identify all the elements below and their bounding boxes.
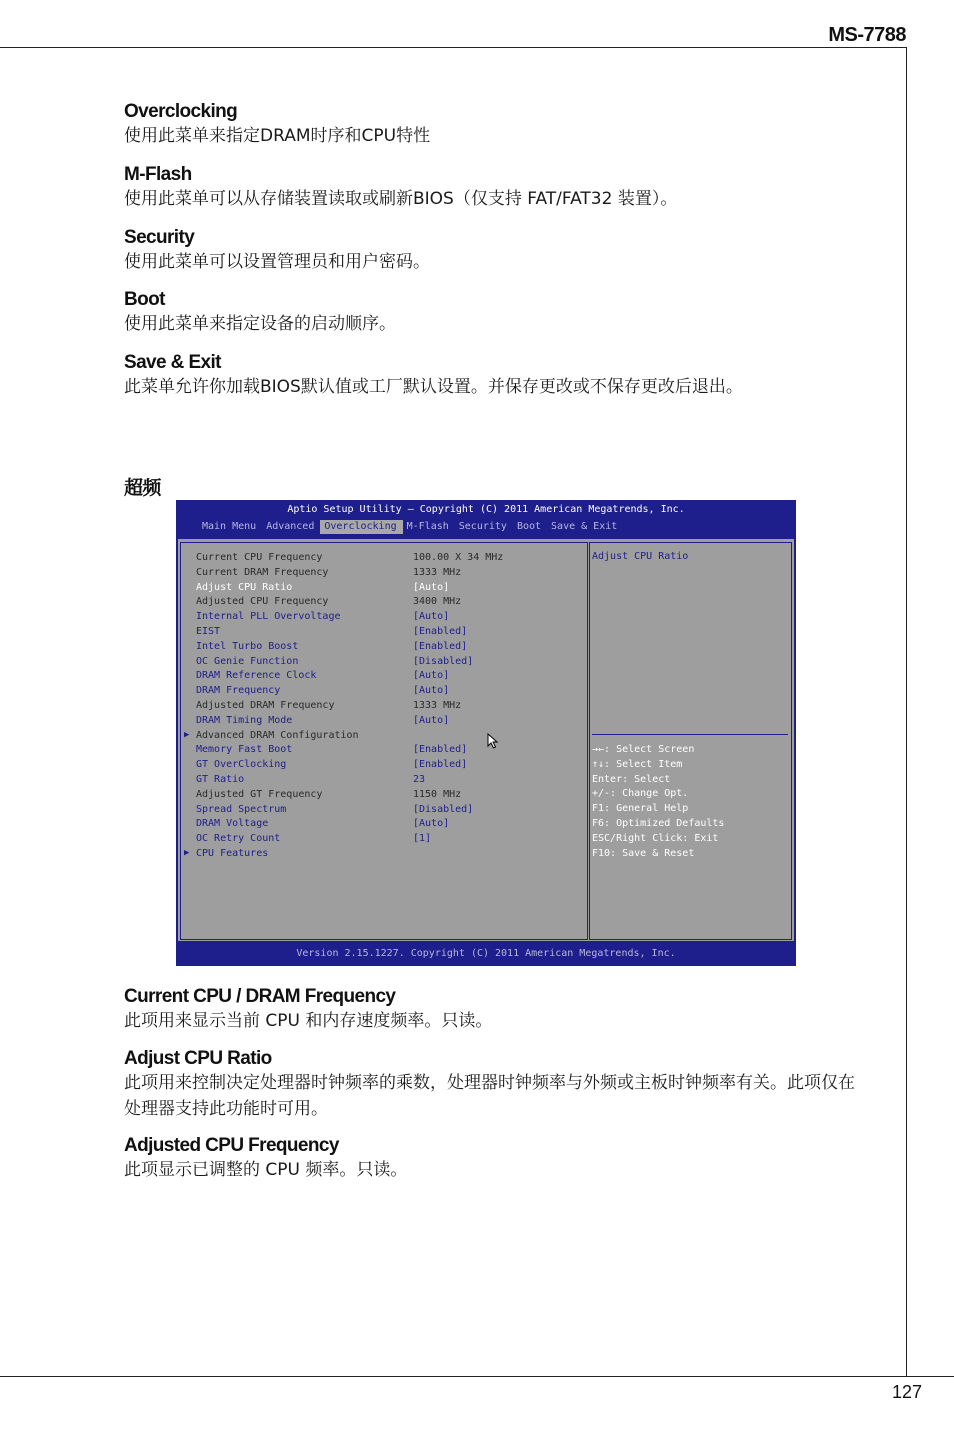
bios-setting-row[interactable]	[181, 848, 585, 863]
section-body: 此项用来控制决定处理器时钟频率的乘数，处理器时钟频率与外频或主板时钟频率有关。此项仅在处理器支持此功能时可用。	[124, 1073, 855, 1119]
bios-tab-bar	[198, 520, 623, 534]
bios-setting-row[interactable]	[181, 685, 585, 700]
bios-setting-row[interactable]	[181, 670, 585, 685]
bios-setting-value: [Auto]	[413, 685, 450, 697]
bios-help-divider	[592, 734, 788, 735]
screenshot-heading-text: 超频	[124, 478, 161, 499]
bios-setting-name: Intel Turbo Boost	[196, 640, 299, 652]
submenu-arrow-icon: ▶	[184, 729, 190, 740]
bios-setting-row	[181, 552, 585, 567]
section-adjust-cpu-ratio	[124, 1048, 864, 1122]
bios-key-help-line: +/-: Change Opt.	[592, 788, 689, 800]
screenshot-heading	[124, 478, 864, 500]
bios-setting-value: 3400 MHz	[413, 596, 462, 608]
section-title: Adjust CPU Ratio	[124, 1048, 272, 1069]
section-current-frequency	[124, 986, 864, 1034]
bios-setting-value: [Auto]	[413, 818, 450, 830]
bios-setting-row	[181, 567, 585, 582]
bios-key-help-line: Enter: Select	[592, 773, 671, 785]
section-title: Save & Exit	[124, 352, 221, 373]
bios-setting-name: GT OverClocking	[196, 759, 287, 771]
bios-tab-m-flash[interactable]: M-Flash	[406, 521, 449, 532]
bios-key-help-line: F10: Save & Reset	[592, 847, 695, 859]
section-title: Security	[124, 227, 195, 248]
bios-setting-value: [Enabled]	[413, 640, 468, 652]
bios-tab-main-menu[interactable]: Main Menu	[202, 521, 257, 532]
bios-key-help-line: F1: General Help	[592, 803, 689, 815]
bios-key-help-line: →←: Select Screen	[592, 744, 695, 755]
bios-help-panel	[589, 542, 792, 940]
bios-tab-security[interactable]: Security	[458, 521, 507, 532]
bios-setting-value: [Enabled]	[413, 759, 468, 771]
bios-setting-name: Spread Spectrum	[196, 803, 287, 815]
bios-title: Aptio Setup Utility – Copyright (C) 2011 American Megatrends, Inc.	[287, 504, 685, 515]
top-rule	[0, 47, 907, 48]
page-number: 127	[891, 1382, 922, 1402]
bios-setting-row[interactable]	[181, 626, 585, 641]
right-rule	[906, 47, 907, 1377]
bios-screen	[176, 500, 796, 966]
bios-main-panel	[178, 539, 794, 941]
section-overclocking	[124, 101, 864, 149]
bios-settings-list	[180, 542, 588, 940]
bios-setting-name: Memory Fast Boot	[196, 744, 293, 756]
section-body: 此菜单允许你加载BIOS默认值或工厂默认设置。并保存更改或不保存更改后退出。	[124, 377, 743, 397]
bios-setting-value: [Enabled]	[413, 626, 468, 637]
bios-setting-row[interactable]	[181, 656, 585, 671]
bios-tab-advanced[interactable]: Advanced	[266, 521, 315, 532]
section-boot	[124, 289, 864, 337]
page-header-model: MS-7788	[828, 24, 906, 46]
bios-setting-value: [Disabled]	[413, 655, 474, 667]
section-body: 使用此菜单来指定DRAM时序和CPU特性	[124, 126, 431, 146]
bios-setting-name: OC Genie Function	[196, 655, 299, 667]
bios-setting-row	[181, 789, 585, 804]
bios-setting-value: [Auto]	[413, 670, 450, 682]
bios-setting-row[interactable]	[181, 641, 585, 656]
bios-setting-value: 1150 MHz	[413, 788, 462, 800]
bios-key-help	[592, 743, 724, 861]
section-title: Current CPU / DRAM Frequency	[124, 986, 396, 1007]
bios-setting-value: 100.00 X 34 MHz	[413, 552, 504, 563]
section-body: 此项显示已调整的 CPU 频率。只读。	[124, 1160, 408, 1180]
bios-setting-name: Adjusted GT Frequency	[196, 788, 323, 800]
section-body: 使用此菜单来指定设备的启动顺序。	[124, 314, 396, 334]
bios-setting-name: EIST	[196, 626, 221, 637]
bios-tab-overclocking[interactable]: Overclocking	[320, 520, 402, 534]
bios-tab-save-exit[interactable]: Save & Exit	[551, 521, 618, 532]
bottom-rule	[0, 1376, 954, 1377]
bios-setting-row[interactable]	[181, 611, 585, 626]
bios-setting-value: [1]	[413, 833, 432, 845]
bios-setting-value: [Auto]	[413, 611, 450, 623]
section-title: M-Flash	[124, 164, 192, 185]
bios-setting-row	[181, 596, 585, 611]
bios-setting-row[interactable]	[181, 818, 585, 833]
section-body: 使用此菜单可以从存储装置读取或刷新BIOS（仅支持 FAT/FAT32 装置）。	[124, 189, 678, 209]
bios-setting-name: Adjust CPU Ratio	[196, 581, 293, 593]
bios-key-help-line: ↑↓: Select Item	[592, 758, 683, 770]
bios-footer: Version 2.15.1227. Copyright (C) 2011 American Megatrends, Inc.	[296, 948, 676, 959]
submenu-arrow-icon: ▶	[184, 848, 190, 858]
bios-setting-value: 1333 MHz	[413, 566, 462, 578]
bios-setting-row[interactable]	[181, 715, 585, 730]
section-security	[124, 227, 864, 275]
bios-tab-boot[interactable]: Boot	[516, 521, 542, 532]
section-title: Overclocking	[124, 101, 238, 122]
bios-setting-name: DRAM Timing Mode	[196, 714, 293, 726]
bios-setting-name: CPU Features	[196, 848, 269, 859]
section-body: 此项用来显示当前 CPU 和内存速度频率。只读。	[124, 1011, 493, 1031]
section-adjusted-cpu-frequency	[124, 1135, 864, 1183]
bios-key-help-line: F6: Optimized Defaults	[592, 817, 725, 829]
bios-setting-name: GT Ratio	[196, 774, 245, 785]
bios-setting-value: [Auto]	[413, 714, 450, 726]
bios-setting-name: Internal PLL Overvoltage	[196, 611, 341, 623]
bios-setting-name: Advanced DRAM Configuration	[196, 729, 359, 741]
bios-setting-row[interactable]	[181, 730, 585, 745]
section-save-exit	[124, 352, 864, 400]
bios-setting-row[interactable]	[181, 774, 585, 789]
bios-setting-value: [Enabled]	[413, 744, 468, 756]
section-title: Adjusted CPU Frequency	[124, 1135, 339, 1156]
bios-setting-name: Adjusted DRAM Frequency	[196, 700, 335, 711]
section-body: 使用此菜单可以设置管理员和用户密码。	[124, 252, 430, 272]
bios-setting-name: DRAM Reference Clock	[196, 670, 317, 682]
bios-setting-value: 23	[413, 774, 426, 785]
bios-setting-row	[181, 700, 585, 715]
bios-setting-name: Current CPU Frequency	[196, 552, 323, 563]
bios-key-help-line: ESC/Right Click: Exit	[592, 832, 719, 844]
bios-setting-name: DRAM Frequency	[196, 685, 281, 697]
bios-setting-value: [Auto]	[413, 581, 450, 593]
mouse-cursor-icon	[487, 733, 499, 749]
bios-setting-row[interactable]	[181, 804, 585, 819]
bios-setting-row[interactable]	[181, 744, 585, 759]
bios-setting-row[interactable]	[181, 582, 585, 597]
bios-help-text: Adjust CPU Ratio	[592, 551, 689, 562]
bios-setting-value: 1333 MHz	[413, 700, 462, 711]
bios-setting-name: DRAM Voltage	[196, 818, 269, 830]
bios-setting-row[interactable]	[181, 833, 585, 848]
bios-setting-name: OC Retry Count	[196, 833, 281, 845]
section-m-flash	[124, 164, 864, 212]
bios-setting-row[interactable]	[181, 759, 585, 774]
bios-setting-value: [Disabled]	[413, 803, 474, 815]
bios-setting-name: Current DRAM Frequency	[196, 566, 329, 578]
bios-setting-name: Adjusted CPU Frequency	[196, 596, 329, 608]
section-title: Boot	[124, 289, 165, 310]
